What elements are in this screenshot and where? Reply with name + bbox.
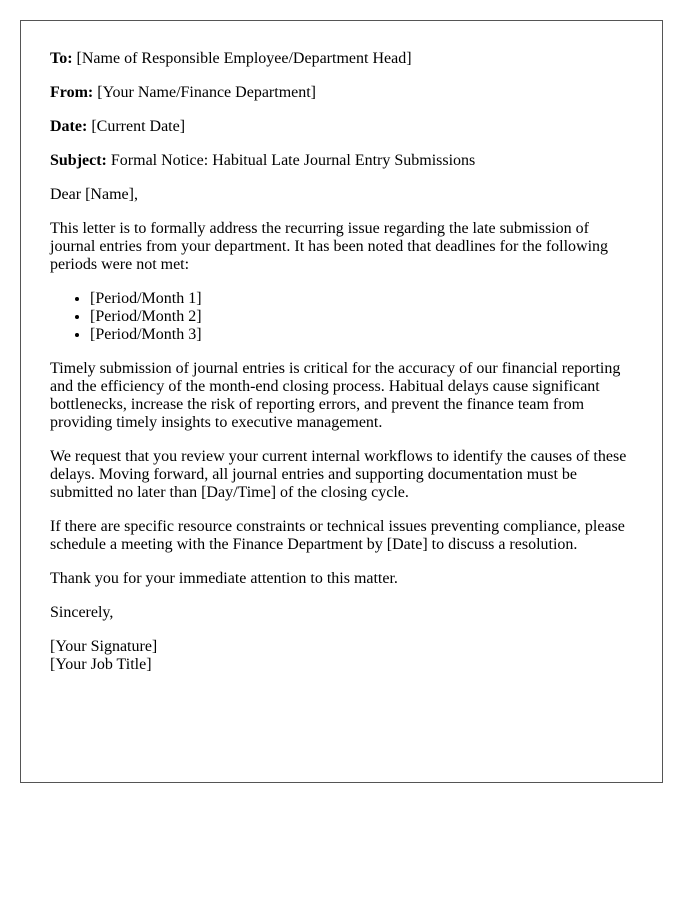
- date-value: [Current Date]: [91, 118, 186, 135]
- from-line: [50, 84, 633, 102]
- to-label: To:: [50, 50, 73, 67]
- subject-value: Formal Notice: Habitual Late Journal Entry Submissions: [110, 152, 476, 169]
- subject-label: Subject:: [50, 152, 107, 169]
- letter: [20, 20, 663, 783]
- date-line: [50, 118, 633, 136]
- paragraph-request: We request that you review your current internal workflows to identify the causes of these delays. Moving forward, all journal entries and supporting documentation must be submitted no later than [Day/Time] of the closing cycle.: [50, 448, 627, 501]
- subject-line: [50, 152, 633, 170]
- paragraph-intro: This letter is to formally address the recurring issue regarding the late submission of journal entries from your department. It has been noted that deadlines for the following periods were not met:: [50, 220, 609, 273]
- from-value: [Your Name/Finance Department]: [97, 84, 317, 101]
- signature-block: [50, 638, 633, 674]
- to-value: [Name of Responsible Employee/Department Head]: [76, 50, 412, 67]
- list-item: • [Period/Month 2]: [90, 308, 633, 326]
- paragraph-thanks: Thank you for your immediate attention to this matter.: [50, 570, 398, 587]
- from-label: From:: [50, 84, 94, 101]
- to-line: [50, 50, 633, 68]
- job-title: [Your Job Title]: [50, 656, 152, 673]
- paragraph-importance: Timely submission of journal entries is critical for the accuracy of our financial reporting and the efficiency of the month-end closing process. Habitual delays cause significant bottlenecks, increase the risk of reporting errors, and prevent the finance team from providing timely insights to executive management.: [50, 360, 621, 431]
- salutation: Dear [Name],: [50, 186, 138, 203]
- list-item: • [Period/Month 1]: [90, 290, 633, 308]
- paragraph-meeting: If there are specific resource constraints or technical issues preventing compliance, please schedule a meeting with the Finance Department by [Date] to discuss a resolution.: [50, 518, 625, 553]
- signature: [Your Signature]: [50, 638, 158, 655]
- period-list: [50, 290, 633, 344]
- list-item: • [Period/Month 3]: [90, 326, 633, 344]
- date-label: Date:: [50, 118, 88, 135]
- valediction: Sincerely,: [50, 604, 114, 621]
